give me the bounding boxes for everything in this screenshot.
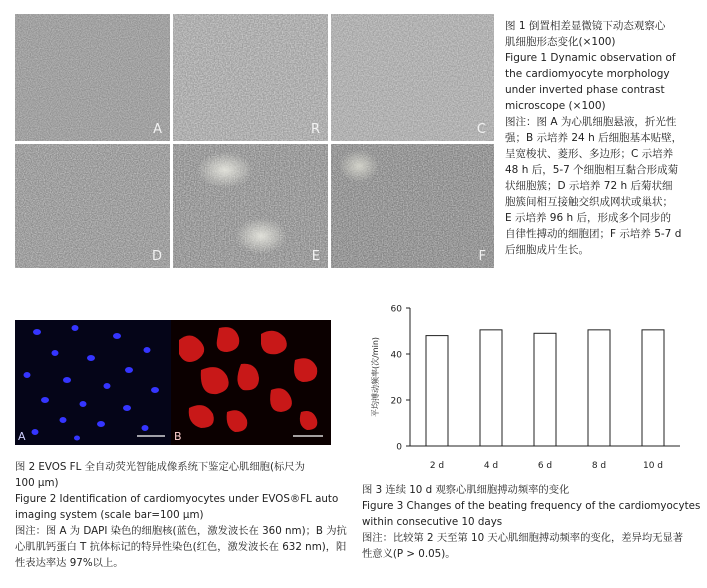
- x-tick-label: 6 d: [537, 461, 553, 471]
- x-tick-label: 4 d: [483, 461, 499, 471]
- bar-10d: [642, 330, 664, 446]
- bar-4d: [480, 330, 502, 446]
- figure2-caption: [15, 459, 360, 571]
- figure3-note-line: 性意义(P > 0.05)。: [362, 548, 456, 560]
- bar-6d: [534, 333, 556, 446]
- figure3-caption: [362, 482, 702, 562]
- x-tick-label: 2 d: [429, 461, 445, 471]
- troponin-stain-image: [171, 320, 331, 445]
- figure1-note-line: 强；B 示培养 24 h 后细胞基本贴壁，: [505, 132, 683, 144]
- micrograph-panel-a: [15, 14, 170, 141]
- micrograph-panel-b: [173, 14, 328, 141]
- fluorescence-panel-b: [171, 320, 331, 445]
- figure1-note-line: 48 h 后，5-7 个细胞相互黏合形成菊: [505, 164, 679, 176]
- figure3-en-title-line: within consecutive 10 days: [362, 516, 503, 528]
- micrograph-panel-f: [331, 144, 494, 268]
- figure1-cn-title-line: 图 1 倒置相差显微镜下动态观察心: [505, 20, 666, 32]
- figure2-cn-title-line: 100 μm): [15, 477, 59, 489]
- micrograph-f-image: [331, 144, 494, 268]
- figure1-note-line: 自律性搏动的细胞团；F 示培养 5-7 d: [505, 228, 682, 240]
- beating-frequency-chart: [360, 296, 700, 476]
- figure1-note-line: 后细胞成片生长。: [505, 244, 589, 256]
- figure1-en-title-line: under inverted phase contrast: [505, 84, 665, 96]
- figure1-note-line: 状细胞簇；D 示培养 72 h 后菊状细: [505, 180, 673, 192]
- figure1-cn-title-line: 肌细胞形态变化(×100): [505, 36, 616, 48]
- figure2-note-line: 心肌肌钙蛋白 T 抗体标记的特异性染色(红色，激发波长在 632 nm)，阳: [15, 541, 347, 553]
- figure1-en-title-line: microscope (×100): [505, 100, 606, 112]
- x-tick-label: 10 d: [642, 461, 664, 471]
- dapi-nuclei-image: [15, 320, 171, 445]
- figure1-note-line: E 示培养 96 h 后，形成多个同步的: [505, 212, 671, 224]
- micrograph-e-image: [173, 144, 328, 268]
- figure2-en-title-line: imaging system (scale bar=100 μm): [15, 509, 204, 521]
- panel-label: E: [311, 249, 320, 264]
- x-tick-label: 8 d: [591, 461, 607, 471]
- figure3-en-title-line: Figure 3 Changes of the beating frequency of the cardiomyocytes: [362, 500, 701, 512]
- y-tick-label: 0: [396, 442, 402, 453]
- micrograph-d-image: [15, 144, 170, 268]
- bar-2d: [426, 336, 448, 446]
- bar-8d: [588, 330, 610, 446]
- chart-svg: [360, 296, 700, 476]
- micrograph-panel-d: [15, 144, 170, 268]
- figure2-cn-title-line: 图 2 EVOS FL 全自动荧光智能成像系统下鉴定心肌细胞(标尺为: [15, 461, 305, 473]
- figure2-en-title-line: Figure 2 Identification of cardiomyocytes under EVOS®FL auto: [15, 493, 339, 505]
- panel-label: R: [310, 122, 320, 137]
- panel-label: F: [478, 249, 486, 264]
- y-tick-label: 40: [390, 350, 402, 361]
- figure3-cn-title-line: 图 3 连续 10 d 观察心肌细胞搏动频率的变化: [362, 484, 570, 496]
- figure3-note-line: 图注：比较第 2 天至第 10 天心肌细胞搏动频率的变化，差异均无显著: [362, 532, 684, 544]
- fluorescence-panel-a: [15, 320, 171, 445]
- y-tick-label: 20: [390, 396, 402, 407]
- micrograph-panel-e: [173, 144, 328, 268]
- figure1-note-line: 胞簇间相互接触交织成网状或巢状；: [505, 196, 673, 208]
- panel-label: D: [151, 249, 162, 264]
- micrograph-c-image: [331, 14, 494, 141]
- y-axis-label: 平均搏动频率(次/min): [371, 336, 380, 418]
- y-tick-label: 60: [390, 304, 402, 315]
- figure2-note-line: 图注：图 A 为 DAPI 染色的细胞核(蓝色，激发波长在 360 nm)；B 为抗: [15, 525, 347, 537]
- figure1-en-title-line: Figure 1 Dynamic observation of: [505, 52, 676, 64]
- figure1-en-title-line: the cardiomyocyte morphology: [505, 68, 670, 80]
- panel-label: B: [174, 430, 182, 443]
- figure1-note-line: 图注：图 A 为心肌细胞悬液，折光性: [505, 116, 677, 128]
- panel-label: C: [476, 122, 486, 137]
- panel-label: A: [153, 122, 162, 137]
- figure1-note-line: 呈宽梭状、菱形、多边形；C 示培养: [505, 148, 674, 160]
- panel-label: A: [18, 430, 26, 443]
- figure1-caption: [505, 18, 705, 258]
- micrograph-panel-c: [331, 14, 494, 141]
- figure2-note-line: 性表达率达 97%以上。: [15, 557, 124, 569]
- micrograph-a-image: [15, 14, 170, 141]
- micrograph-b-image: [173, 14, 328, 141]
